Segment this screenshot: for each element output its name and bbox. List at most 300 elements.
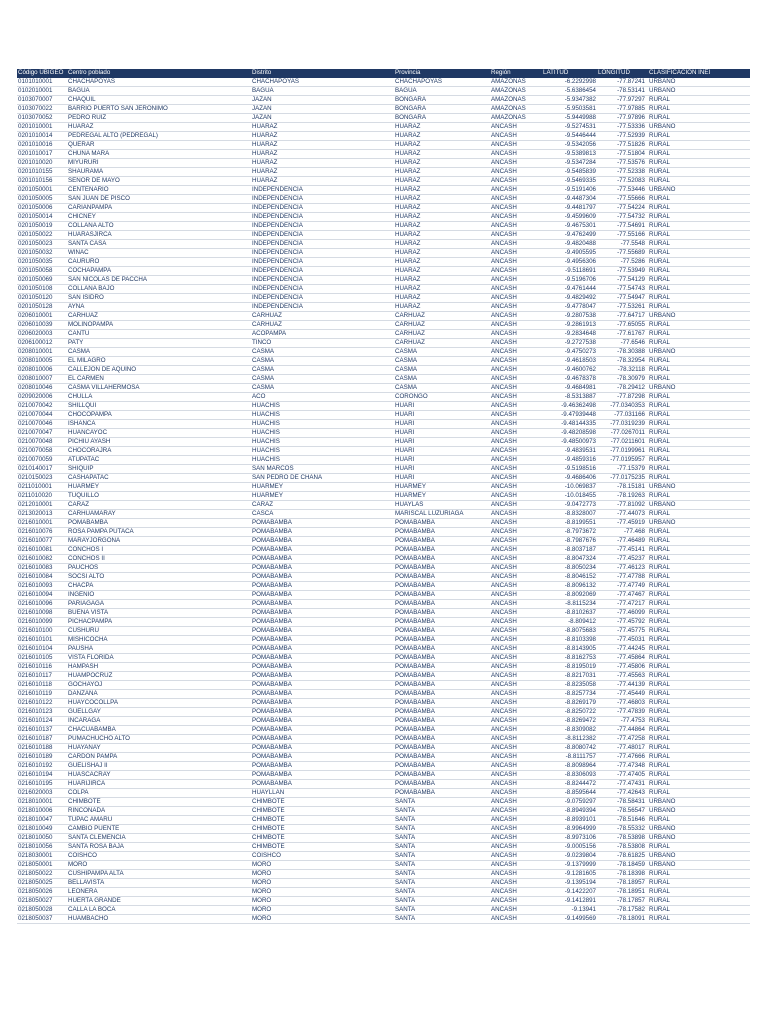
- cell-centro-poblado: CHULLA: [67, 393, 251, 402]
- cell-provincia: CASMA: [394, 357, 490, 366]
- cell-distrito: ACOPAMPA: [251, 330, 394, 339]
- cell-codigo: 0211010020: [17, 492, 67, 501]
- cell-latitud: -8.8112382: [542, 735, 597, 744]
- cell-longitud: -77.45237: [597, 555, 646, 564]
- table-row: [17, 96, 750, 105]
- cell-latitud: -9.48208598: [542, 429, 597, 438]
- table-row: [17, 546, 750, 555]
- cell-clasificacion: RURAL: [646, 150, 750, 159]
- cell-codigo: 0103070022: [17, 105, 67, 114]
- cell-clasificacion: RURAL: [646, 393, 750, 402]
- cell-provincia: SANTA: [394, 870, 490, 879]
- cell-provincia: HUARI: [394, 402, 490, 411]
- cell-longitud: -77.5286: [597, 258, 646, 267]
- cell-centro-poblado: CUSHIPAMPA ALTA: [67, 870, 251, 879]
- cell-latitud: -9.46362498: [542, 402, 597, 411]
- cell-longitud: -77.48017: [597, 744, 646, 753]
- table-row: [17, 528, 750, 537]
- table-row: [17, 672, 750, 681]
- cell-latitud: -8.8257734: [542, 690, 597, 699]
- table-row: [17, 717, 750, 726]
- cell-provincia: POMABAMBA: [394, 591, 490, 600]
- cell-distrito: CHIMBOTE: [251, 798, 394, 807]
- cell-centro-poblado: ROSA PAMPA PUTACA: [67, 528, 251, 537]
- cell-latitud: -9.4487304: [542, 195, 597, 204]
- cell-region: ANCASH: [490, 429, 542, 438]
- cell-region: ANCASH: [490, 384, 542, 393]
- table-row: [17, 222, 750, 231]
- cell-provincia: POMABAMBA: [394, 555, 490, 564]
- cell-latitud: -8.8103398: [542, 636, 597, 645]
- cell-region: ANCASH: [490, 249, 542, 258]
- cell-distrito: CHIMBOTE: [251, 834, 394, 843]
- table-row: [17, 564, 750, 573]
- cell-region: ANCASH: [490, 564, 542, 573]
- cell-centro-poblado: GUELISHAJ II: [67, 762, 251, 771]
- cell-distrito: MORO: [251, 897, 394, 906]
- cell-clasificacion: RURAL: [646, 213, 750, 222]
- cell-provincia: POMABAMBA: [394, 699, 490, 708]
- cell-codigo: 0103070052: [17, 114, 67, 123]
- cell-codigo: 0218050037: [17, 915, 67, 924]
- cell-centro-poblado: DANZANA: [67, 690, 251, 699]
- cell-centro-poblado: SAN ISIDRO: [67, 294, 251, 303]
- cell-longitud: -78.18398: [597, 870, 646, 879]
- cell-centro-poblado: MORO: [67, 861, 251, 870]
- cell-codigo: 0210150023: [17, 474, 67, 483]
- cell-provincia: CASMA: [394, 384, 490, 393]
- table-row: [17, 519, 750, 528]
- cell-codigo: 0216010195: [17, 780, 67, 789]
- cell-longitud: -78.30388: [597, 348, 646, 357]
- cell-centro-poblado: EL MILAGRO: [67, 357, 251, 366]
- table-row: [17, 861, 750, 870]
- cell-longitud: -78.17582: [597, 906, 646, 915]
- cell-codigo: 0218030001: [17, 852, 67, 861]
- cell-centro-poblado: GOCHAYOJ: [67, 681, 251, 690]
- cell-latitud: -9.4829492: [542, 294, 597, 303]
- cell-clasificacion: URBANO: [646, 78, 750, 87]
- table-row: [17, 870, 750, 879]
- cell-region: ANCASH: [490, 456, 542, 465]
- cell-codigo: 0201010156: [17, 177, 67, 186]
- cell-clasificacion: RURAL: [646, 114, 750, 123]
- cell-codigo: 0218050022: [17, 870, 67, 879]
- cell-clasificacion: RURAL: [646, 771, 750, 780]
- cell-latitud: -8.8269472: [542, 717, 597, 726]
- cell-region: ANCASH: [490, 906, 542, 915]
- cell-centro-poblado: CASMA: [67, 348, 251, 357]
- cell-latitud: -8.8092069: [542, 591, 597, 600]
- cell-latitud: -9.1395194: [542, 879, 597, 888]
- cell-centro-poblado: CASMA VILLAHERMOSA: [67, 384, 251, 393]
- cell-region: ANCASH: [490, 312, 542, 321]
- cell-distrito: MORO: [251, 888, 394, 897]
- table-row: [17, 573, 750, 582]
- cell-centro-poblado: CASHAPATAC: [67, 474, 251, 483]
- cell-region: ANCASH: [490, 546, 542, 555]
- cell-clasificacion: RURAL: [646, 339, 750, 348]
- cell-provincia: CORONGO: [394, 393, 490, 402]
- cell-region: ANCASH: [490, 744, 542, 753]
- cell-distrito: HUACHIS: [251, 420, 394, 429]
- cell-distrito: HUAYLLAN: [251, 789, 394, 798]
- table-row: [17, 816, 750, 825]
- cell-longitud: -77.65055: [597, 321, 646, 330]
- cell-provincia: CARHUAZ: [394, 321, 490, 330]
- cell-distrito: POMABAMBA: [251, 726, 394, 735]
- cell-provincia: POMABAMBA: [394, 681, 490, 690]
- cell-distrito: POMABAMBA: [251, 645, 394, 654]
- cell-centro-poblado: CENTENARIO: [67, 186, 251, 195]
- cell-provincia: POMABAMBA: [394, 780, 490, 789]
- cell-clasificacion: URBANO: [646, 312, 750, 321]
- cell-clasificacion: URBANO: [646, 825, 750, 834]
- cell-latitud: -8.8306093: [542, 771, 597, 780]
- cell-longitud: -77.61767: [597, 330, 646, 339]
- table-row: [17, 690, 750, 699]
- cell-clasificacion: RURAL: [646, 96, 750, 105]
- cell-clasificacion: RURAL: [646, 726, 750, 735]
- cell-latitud: -8.9964999: [542, 825, 597, 834]
- table-row: [17, 582, 750, 591]
- cell-provincia: SANTA: [394, 888, 490, 897]
- cell-codigo: 0201050058: [17, 267, 67, 276]
- cell-clasificacion: RURAL: [646, 555, 750, 564]
- cell-provincia: MARISCAL LUZURIAGA: [394, 510, 490, 519]
- table-row: [17, 456, 750, 465]
- cell-longitud: -77.53949: [597, 267, 646, 276]
- cell-clasificacion: RURAL: [646, 411, 750, 420]
- cell-distrito: POMABAMBA: [251, 690, 394, 699]
- cell-codigo: 0208010001: [17, 348, 67, 357]
- header-row: [17, 69, 750, 78]
- cell-region: ANCASH: [490, 366, 542, 375]
- cell-codigo: 0216010123: [17, 708, 67, 717]
- cell-region: ANCASH: [490, 645, 542, 654]
- cell-codigo: 0218010050: [17, 834, 67, 843]
- cell-distrito: POMABAMBA: [251, 744, 394, 753]
- cell-region: ANCASH: [490, 690, 542, 699]
- cell-longitud: -77.0211601: [597, 438, 646, 447]
- cell-centro-poblado: POMABAMBA: [67, 519, 251, 528]
- cell-longitud: -78.58431: [597, 798, 646, 807]
- cell-codigo: 0201050014: [17, 213, 67, 222]
- cell-clasificacion: RURAL: [646, 258, 750, 267]
- cell-region: ANCASH: [490, 240, 542, 249]
- cell-region: ANCASH: [490, 159, 542, 168]
- cell-distrito: INDEPENDENCIA: [251, 231, 394, 240]
- cell-longitud: -77.47348: [597, 762, 646, 771]
- cell-centro-poblado: BUENA VISTA: [67, 609, 251, 618]
- cell-latitud: -9.4684981: [542, 384, 597, 393]
- header-centro-poblado: Centro poblado: [67, 69, 251, 78]
- cell-clasificacion: RURAL: [646, 672, 750, 681]
- cell-clasificacion: RURAL: [646, 636, 750, 645]
- cell-clasificacion: RURAL: [646, 744, 750, 753]
- cell-region: ANCASH: [490, 915, 542, 924]
- table-row: [17, 186, 750, 195]
- cell-latitud: -8.8949394: [542, 807, 597, 816]
- cell-distrito: POMABAMBA: [251, 699, 394, 708]
- table-row: [17, 888, 750, 897]
- table-row: [17, 681, 750, 690]
- cell-longitud: -78.53898: [597, 834, 646, 843]
- cell-distrito: JAZAN: [251, 96, 394, 105]
- cell-longitud: -77.44245: [597, 645, 646, 654]
- cell-latitud: -8.8096132: [542, 582, 597, 591]
- cell-latitud: -8.8162753: [542, 654, 597, 663]
- cell-provincia: HUARAZ: [394, 303, 490, 312]
- cell-clasificacion: URBANO: [646, 186, 750, 195]
- table-row: [17, 492, 750, 501]
- cell-clasificacion: URBANO: [646, 501, 750, 510]
- table-row: [17, 231, 750, 240]
- cell-region: ANCASH: [490, 843, 542, 852]
- cell-region: ANCASH: [490, 303, 542, 312]
- cell-distrito: TINCO: [251, 339, 394, 348]
- cell-codigo: 0216010137: [17, 726, 67, 735]
- cell-centro-poblado: CHOCOPAMPA: [67, 411, 251, 420]
- cell-codigo: 0218050027: [17, 897, 67, 906]
- cell-centro-poblado: ATUPATAC: [67, 456, 251, 465]
- table-row: [17, 375, 750, 384]
- cell-distrito: CARHUAZ: [251, 321, 394, 330]
- cell-region: ANCASH: [490, 888, 542, 897]
- cell-distrito: HUACHIS: [251, 456, 394, 465]
- cell-centro-poblado: CARAZ: [67, 501, 251, 510]
- cell-longitud: -77.53261: [597, 303, 646, 312]
- cell-provincia: POMABAMBA: [394, 564, 490, 573]
- cell-centro-poblado: SHAURAMA: [67, 168, 251, 177]
- header-codigo: Código UBIGEO: [17, 69, 67, 78]
- cell-centro-poblado: CONCHOS II: [67, 555, 251, 564]
- cell-region: ANCASH: [490, 276, 542, 285]
- cell-longitud: -77.54224: [597, 204, 646, 213]
- cell-latitud: -8.8050234: [542, 564, 597, 573]
- cell-distrito: INDEPENDENCIA: [251, 285, 394, 294]
- cell-clasificacion: URBANO: [646, 852, 750, 861]
- cell-provincia: HUARAZ: [394, 168, 490, 177]
- cell-distrito: COISHCO: [251, 852, 394, 861]
- cell-centro-poblado: HUARAZ: [67, 123, 251, 132]
- table-row: [17, 780, 750, 789]
- cell-distrito: INDEPENDENCIA: [251, 276, 394, 285]
- table-row: [17, 654, 750, 663]
- cell-codigo: 0216010104: [17, 645, 67, 654]
- cell-latitud: -5.6386454: [542, 87, 597, 96]
- cell-distrito: POMABAMBA: [251, 600, 394, 609]
- cell-latitud: -9.4859316: [542, 456, 597, 465]
- cell-region: ANCASH: [490, 420, 542, 429]
- cell-distrito: INDEPENDENCIA: [251, 186, 394, 195]
- table-row: [17, 735, 750, 744]
- cell-latitud: -9.5191406: [542, 186, 597, 195]
- cell-provincia: SANTA: [394, 897, 490, 906]
- header-longitud: LONGITUD: [597, 69, 646, 78]
- cell-centro-poblado: HAMPASH: [67, 663, 251, 672]
- cell-provincia: POMABAMBA: [394, 519, 490, 528]
- cell-longitud: -77.47217: [597, 600, 646, 609]
- cell-longitud: -78.30979: [597, 375, 646, 384]
- cell-clasificacion: RURAL: [646, 330, 750, 339]
- cell-provincia: POMABAMBA: [394, 582, 490, 591]
- cell-provincia: SANTA: [394, 879, 490, 888]
- cell-latitud: -9.47939448: [542, 411, 597, 420]
- cell-codigo: 0213020013: [17, 510, 67, 519]
- cell-distrito: CASCA: [251, 510, 394, 519]
- cell-codigo: 0102010001: [17, 87, 67, 96]
- cell-codigo: 0201010020: [17, 159, 67, 168]
- table-row: [17, 105, 750, 114]
- cell-provincia: HUARAZ: [394, 150, 490, 159]
- cell-latitud: -9.4678378: [542, 375, 597, 384]
- cell-longitud: -77.45864: [597, 654, 646, 663]
- cell-longitud: -77.0267011: [597, 429, 646, 438]
- cell-provincia: HUARI: [394, 411, 490, 420]
- cell-clasificacion: URBANO: [646, 348, 750, 357]
- cell-distrito: JAZAN: [251, 105, 394, 114]
- cell-latitud: -8.8047324: [542, 555, 597, 564]
- cell-provincia: SANTA: [394, 834, 490, 843]
- cell-provincia: HUARAZ: [394, 132, 490, 141]
- cell-region: ANCASH: [490, 753, 542, 762]
- cell-centro-poblado: SOCSI ALTO: [67, 573, 251, 582]
- cell-distrito: POMABAMBA: [251, 708, 394, 717]
- cell-centro-poblado: HUARMEY: [67, 483, 251, 492]
- cell-distrito: HUARMEY: [251, 483, 394, 492]
- cell-provincia: POMABAMBA: [394, 645, 490, 654]
- table-row: [17, 555, 750, 564]
- cell-region: ANCASH: [490, 285, 542, 294]
- cell-region: ANCASH: [490, 726, 542, 735]
- cell-latitud: -9.0005156: [542, 843, 597, 852]
- cell-distrito: POMABAMBA: [251, 681, 394, 690]
- cell-codigo: 0216020003: [17, 789, 67, 798]
- table-row: [17, 906, 750, 915]
- cell-latitud: -5.9347382: [542, 96, 597, 105]
- cell-distrito: HUARAZ: [251, 168, 394, 177]
- cell-clasificacion: RURAL: [646, 294, 750, 303]
- cell-centro-poblado: PAUCHOS: [67, 564, 251, 573]
- cell-provincia: POMABAMBA: [394, 618, 490, 627]
- table-row: [17, 618, 750, 627]
- cell-codigo: 0208010006: [17, 366, 67, 375]
- cell-clasificacion: URBANO: [646, 834, 750, 843]
- cell-longitud: -77.51826: [597, 141, 646, 150]
- cell-clasificacion: RURAL: [646, 447, 750, 456]
- cell-region: ANCASH: [490, 321, 542, 330]
- cell-clasificacion: RURAL: [646, 753, 750, 762]
- cell-distrito: CHIMBOTE: [251, 843, 394, 852]
- cell-clasificacion: RURAL: [646, 249, 750, 258]
- cell-centro-poblado: MISHICOCHA: [67, 636, 251, 645]
- cell-centro-poblado: PAUSHA: [67, 645, 251, 654]
- cell-distrito: POMABAMBA: [251, 654, 394, 663]
- cell-distrito: POMABAMBA: [251, 672, 394, 681]
- cell-distrito: MORO: [251, 906, 394, 915]
- cell-provincia: HUARAZ: [394, 123, 490, 132]
- cell-region: ANCASH: [490, 861, 542, 870]
- cell-centro-poblado: HUARASJIRCA: [67, 231, 251, 240]
- cell-provincia: HUARAZ: [394, 222, 490, 231]
- cell-centro-poblado: HUAYANAY: [67, 744, 251, 753]
- cell-distrito: MORO: [251, 879, 394, 888]
- cell-region: ANCASH: [490, 771, 542, 780]
- cell-longitud: -77.0195957: [597, 456, 646, 465]
- cell-region: ANCASH: [490, 474, 542, 483]
- cell-distrito: INDEPENDENCIA: [251, 303, 394, 312]
- header-provincia: Provincia: [394, 69, 490, 78]
- cell-distrito: INDEPENDENCIA: [251, 249, 394, 258]
- cell-codigo: 0101010001: [17, 78, 67, 87]
- cell-centro-poblado: COISHCO: [67, 852, 251, 861]
- cell-provincia: HUARI: [394, 447, 490, 456]
- cell-codigo: 0218010001: [17, 798, 67, 807]
- cell-latitud: -8.8309082: [542, 726, 597, 735]
- cell-codigo: 0216010001: [17, 519, 67, 528]
- cell-provincia: POMABAMBA: [394, 573, 490, 582]
- cell-clasificacion: RURAL: [646, 474, 750, 483]
- cell-longitud: -77.42643: [597, 789, 646, 798]
- table-row: [17, 465, 750, 474]
- cell-provincia: HUARAZ: [394, 285, 490, 294]
- cell-provincia: HUARI: [394, 474, 490, 483]
- cell-latitud: -9.2861913: [542, 321, 597, 330]
- cell-codigo: 0218050028: [17, 906, 67, 915]
- table-row: [17, 879, 750, 888]
- table-row: [17, 726, 750, 735]
- cell-codigo: 0216010122: [17, 699, 67, 708]
- cell-clasificacion: RURAL: [646, 645, 750, 654]
- cell-longitud: -77.47258: [597, 735, 646, 744]
- cell-longitud: -77.468: [597, 528, 646, 537]
- cell-latitud: -9.4675301: [542, 222, 597, 231]
- cell-centro-poblado: CAURURO: [67, 258, 251, 267]
- cell-longitud: -77.47839: [597, 708, 646, 717]
- cell-longitud: -77.5548: [597, 240, 646, 249]
- cell-longitud: -77.45449: [597, 690, 646, 699]
- cell-codigo: 0201010001: [17, 123, 67, 132]
- cell-provincia: POMABAMBA: [394, 627, 490, 636]
- cell-region: ANCASH: [490, 501, 542, 510]
- table-row: [17, 789, 750, 798]
- cell-clasificacion: RURAL: [646, 204, 750, 213]
- table-row: [17, 708, 750, 717]
- cell-provincia: POMABAMBA: [394, 636, 490, 645]
- cell-distrito: HUACHIS: [251, 402, 394, 411]
- cell-clasificacion: RURAL: [646, 627, 750, 636]
- cell-region: ANCASH: [490, 483, 542, 492]
- cell-latitud: -8.5313887: [542, 393, 597, 402]
- cell-distrito: INDEPENDENCIA: [251, 213, 394, 222]
- cell-codigo: 0208010005: [17, 357, 67, 366]
- cell-latitud: -8.7987676: [542, 537, 597, 546]
- table-row: [17, 312, 750, 321]
- cell-provincia: POMABAMBA: [394, 789, 490, 798]
- cell-clasificacion: RURAL: [646, 402, 750, 411]
- table-row: [17, 114, 750, 123]
- table-row: [17, 132, 750, 141]
- cell-latitud: -8.8098964: [542, 762, 597, 771]
- cell-longitud: -77.46489: [597, 537, 646, 546]
- cell-clasificacion: RURAL: [646, 510, 750, 519]
- cell-longitud: -77.53446: [597, 186, 646, 195]
- cell-centro-poblado: AYNA: [67, 303, 251, 312]
- cell-latitud: -9.4686406: [542, 474, 597, 483]
- table-row: [17, 123, 750, 132]
- cell-latitud: -9.2807538: [542, 312, 597, 321]
